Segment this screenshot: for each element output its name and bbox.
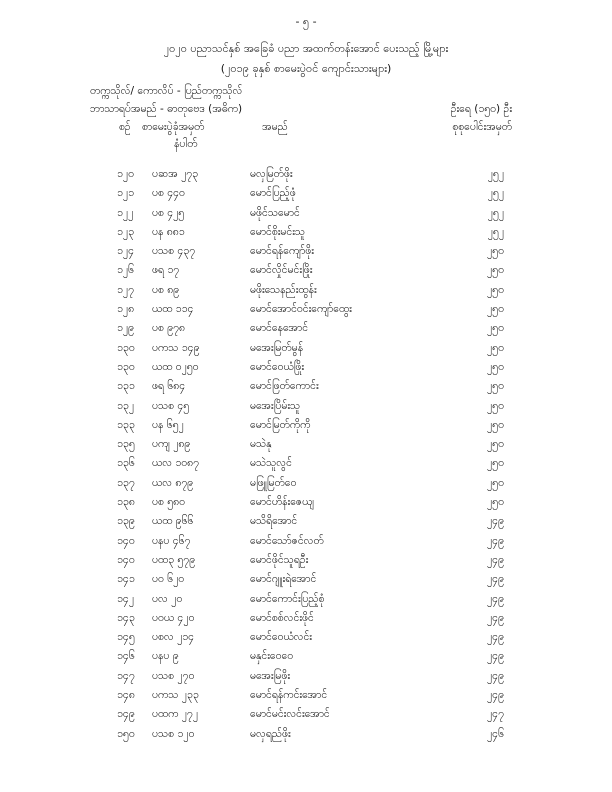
table-row — [0, 419, 612, 438]
header-no: စဉ် — [119, 121, 131, 133]
table-row — [0, 593, 612, 612]
header-marks: စုစုပေါင်းအမှတ် — [452, 121, 512, 133]
row-name: မသိရိအောင် — [250, 515, 298, 528]
row-marks: ၂၄၆ — [487, 727, 504, 740]
row-marks: ၂၄၉ — [487, 534, 504, 547]
table-row — [0, 438, 612, 457]
table-row — [0, 168, 612, 187]
row-name: မောင်မင်းလင်းအောင် — [250, 708, 330, 721]
table-row — [0, 207, 612, 226]
row-registration: ပလ ၂၀ — [152, 592, 183, 605]
row-marks: ၂၄၉ — [487, 631, 504, 644]
table-row — [0, 400, 612, 419]
table-row — [0, 708, 612, 727]
row-registration: ပဝ ၆၂၀ — [152, 573, 185, 586]
row-number: ၁၂၂ — [117, 206, 134, 219]
row-marks: ၂၅၀ — [487, 496, 504, 509]
row-name: မောင်ဟိန်းဇေယျ — [250, 496, 315, 509]
row-name: မနှင်းဝေဝေ — [250, 650, 294, 663]
row-number: ၁၄၀ — [117, 534, 135, 547]
table-row — [0, 361, 612, 380]
table-row — [0, 535, 612, 554]
row-registration: ပနပ ၉ — [152, 650, 179, 663]
row-name: မသဲနု — [250, 438, 272, 451]
row-name: မသဲသူလွင် — [250, 457, 292, 470]
row-registration: ဖရ ၁၇ — [152, 264, 180, 277]
row-number: ၁၄၈ — [117, 689, 135, 702]
row-name: မောင်မြတ်ကိုကို — [250, 418, 311, 431]
row-marks: ၂၅၀ — [487, 457, 504, 470]
row-number: ၁၄၁ — [117, 573, 135, 586]
row-marks: ၂၅၂ — [487, 206, 504, 219]
row-registration: ပဝယ ၄၂၀ — [152, 611, 195, 624]
row-name: မလှမြတ်ဖိုး — [250, 168, 293, 180]
row-name: မောင်အောင်ဝင်းကျော်ထွေး — [250, 303, 352, 316]
row-name: မဖိုင်သမောင် — [250, 206, 300, 219]
row-name: မောင်ဝေယံလင်း — [250, 631, 312, 644]
row-registration: ဖရ ၆၈၄ — [152, 380, 186, 393]
row-number: ၁၂၁ — [117, 187, 134, 200]
row-name: မောင်ဖြတ်ကောင်း — [250, 380, 319, 393]
row-registration: ယလ ၈၇၉ — [152, 476, 194, 489]
row-name: မဖြူမြတ်ဝေ — [250, 476, 297, 489]
table-row — [0, 631, 612, 650]
row-registration: ယထ ၉၆၆ — [152, 515, 194, 528]
table-row — [0, 457, 612, 476]
row-marks: ၂၅၀ — [487, 476, 504, 489]
row-number: ၁၃၂ — [117, 399, 134, 412]
row-number: ၁၃၁ — [117, 380, 135, 393]
row-registration: ယထ ၁၁၄ — [152, 303, 194, 316]
document-title: ၂၀၂၀ ပညာသင်နှစ် အခြေခံ ပညာ အထက်တန်းအောင် ပေးသည့် မြို့များ — [163, 42, 449, 55]
table-row — [0, 245, 612, 264]
row-registration: ပဆအ ၂၇၃ — [152, 168, 199, 180]
row-registration: ပထ၃ ၅၇၉ — [152, 553, 196, 566]
table-row — [0, 728, 612, 747]
table-row — [0, 226, 612, 245]
table-row — [0, 573, 612, 592]
row-marks: ၂၄၉ — [487, 573, 504, 586]
table-row — [0, 264, 612, 283]
table-row — [0, 322, 612, 341]
row-marks: ၂၅၀ — [487, 341, 504, 354]
row-marks: ၂၄၉ — [487, 650, 504, 663]
row-marks: ၂၄၉ — [487, 611, 504, 624]
row-number: ၁၃၀ — [117, 360, 135, 373]
row-registration: ပန ၈၈၁ — [152, 225, 185, 238]
table-row — [0, 670, 612, 689]
header-reg: စာမေးပွဲခုံအမှတ် — [142, 121, 205, 133]
row-marks: ၂၅၀ — [487, 303, 504, 316]
row-marks: ၂၅၀ — [487, 380, 504, 393]
row-name: မောင်လှိုင်မင်းဖြိုး — [250, 264, 313, 277]
row-name: မောင်ဝေယံဖြိုး — [250, 360, 305, 373]
row-marks: ၂၅၀ — [487, 399, 504, 412]
row-name: မောင်ရန်ကင်းအောင် — [250, 689, 328, 702]
table-row — [0, 187, 612, 206]
row-number: ၁၂၀ — [117, 168, 134, 180]
row-name: မအေးပြိမ်းသူ — [250, 399, 301, 412]
header-reg-second-line: နံပါတ် — [174, 138, 198, 150]
row-name: မောင်ကောင်းပြည့်စုံ — [250, 592, 325, 605]
row-number: ၁၄၅ — [117, 631, 135, 644]
row-name: မောင်ဂျူးရဲအောင် — [250, 573, 317, 586]
results-list — [0, 168, 612, 747]
row-registration: ပသစ ၄၃၇ — [152, 245, 196, 258]
row-number: ၁၄၇ — [117, 669, 135, 682]
row-registration: ပကသ ၂၃၃ — [152, 689, 199, 702]
table-row — [0, 554, 612, 573]
row-number: ၁၂၇ — [117, 283, 134, 296]
table-row — [0, 689, 612, 708]
row-name: မောင်စိုးမင်းသူ — [250, 225, 306, 238]
row-registration: ပသစ ၄၅ — [152, 399, 190, 412]
row-marks: ၂၅၀ — [487, 264, 504, 277]
row-registration: ပစလ ၂၁၄ — [152, 631, 195, 644]
row-number: ၁၄၃ — [117, 611, 135, 624]
row-registration: ပကသ ၁၄၉ — [152, 341, 200, 354]
row-registration: ပသစ ၁၂၀ — [152, 727, 195, 740]
table-row — [0, 303, 612, 322]
row-number: ၁၃၅ — [117, 438, 135, 451]
row-marks: ၂၅၀ — [487, 283, 504, 296]
row-registration: ပကျ ၂၈၉ — [152, 438, 191, 451]
document-subtitle: (၂၀၁၉ ခုနှစ် စာမေးပွဲဝင် ကျောင်းသားများ) — [220, 62, 392, 75]
row-marks: ၂၅၂ — [487, 168, 504, 180]
row-marks: ၂၅၂ — [487, 187, 504, 200]
row-marks: ၂၄၉ — [487, 669, 504, 682]
row-number: ၁၂၉ — [117, 322, 134, 335]
row-registration: ပစ ၄၄၀ — [152, 187, 185, 200]
table-row — [0, 650, 612, 669]
row-number: ၁၂၄ — [117, 245, 134, 258]
row-name: မောင်ရန်ကျော်ဖိုး — [250, 245, 314, 258]
row-marks: ၂၅၀ — [487, 438, 504, 451]
row-marks: ၂၄၉ — [487, 689, 504, 702]
row-number: ၁၃၀ — [117, 341, 135, 354]
table-row — [0, 342, 612, 361]
table-row — [0, 515, 612, 534]
header-name: အမည် — [262, 121, 288, 133]
row-marks: ၂၅၀ — [487, 245, 504, 258]
row-number: ၁၃၈ — [117, 496, 135, 509]
row-name: မောင်ပြည့်ဖုံ — [250, 187, 296, 200]
row-number: ၁၄၆ — [117, 650, 135, 663]
row-registration: ယထ ၀၂၅၀ — [152, 360, 199, 373]
row-name: မဖိုးသေနည်းထွန်း — [250, 283, 317, 296]
row-name: မောင်နေအောင် — [250, 322, 309, 335]
row-marks: ၂၅၀ — [487, 322, 504, 335]
row-marks: ၂၄၉ — [487, 592, 504, 605]
row-registration: ပစ ၄၂၅ — [152, 206, 185, 219]
row-number: ၁၃၇ — [117, 476, 135, 489]
row-registration: ယလ ၁၀၈၇ — [152, 457, 200, 470]
row-registration: ပစ ၉၇၈ — [152, 322, 186, 335]
table-row — [0, 284, 612, 303]
table-row — [0, 477, 612, 496]
row-marks: ၂၅၀ — [487, 418, 504, 431]
row-number: ၁၄၀ — [117, 553, 135, 566]
row-registration: ပစ ၈၉ — [152, 283, 180, 296]
row-name: မအေးမြဖိုး — [250, 669, 291, 682]
row-registration: ပထက ၂၇၂ — [152, 708, 198, 721]
subject-line: ဘာသာရပ်အမည် - ဓာတုဗေဒ (အဓိက) — [90, 103, 243, 115]
row-registration: ပသစ ၂၇၀ — [152, 669, 195, 682]
row-marks: ၂၅၂ — [487, 225, 504, 238]
row-number: ၁၄၂ — [117, 592, 134, 605]
row-number: ၁၃၆ — [117, 457, 135, 470]
row-number: ၁၂၆ — [117, 264, 134, 277]
row-name: မောင်ဖိုင်သူရဦး — [250, 553, 309, 566]
row-marks: ၂၄၉ — [487, 515, 504, 528]
row-number: ၁၂၃ — [117, 225, 134, 238]
row-name: မလှရည်ဖိုး — [250, 727, 291, 740]
row-name: မောင်သော်ဇင်လတ် — [250, 534, 324, 547]
row-registration: ပစ ၅၈၀ — [152, 496, 186, 509]
row-number: ၁၅၀ — [117, 727, 135, 740]
row-marks: ၂၅၀ — [487, 360, 504, 373]
university-line: တက္ကသိုလ်/ ကောလိပ် - ပြည်တက္ကသိုလ် — [90, 85, 243, 97]
row-marks: ၂၄၇ — [487, 708, 504, 721]
row-registration: ပန ၆၅၂ — [152, 418, 184, 431]
row-name: မအေးမြတ်မွန် — [250, 341, 304, 354]
row-number: ၁၂၈ — [117, 303, 135, 316]
row-number: ၁၄၉ — [117, 708, 135, 721]
quota-text: ဦးရေ (၁၅၀) ဦး — [450, 103, 512, 115]
page-number: - ၅ - — [295, 15, 317, 28]
row-number: ၁၃၉ — [117, 515, 135, 528]
row-number: ၁၃၃ — [117, 418, 135, 431]
row-marks: ၂၄၉ — [487, 553, 504, 566]
table-row — [0, 380, 612, 399]
row-name: မောင်စစ်လင်းဖိုင် — [250, 611, 314, 624]
table-row — [0, 612, 612, 631]
row-registration: ပနပ ၄၆၇ — [152, 534, 191, 547]
table-row — [0, 496, 612, 515]
